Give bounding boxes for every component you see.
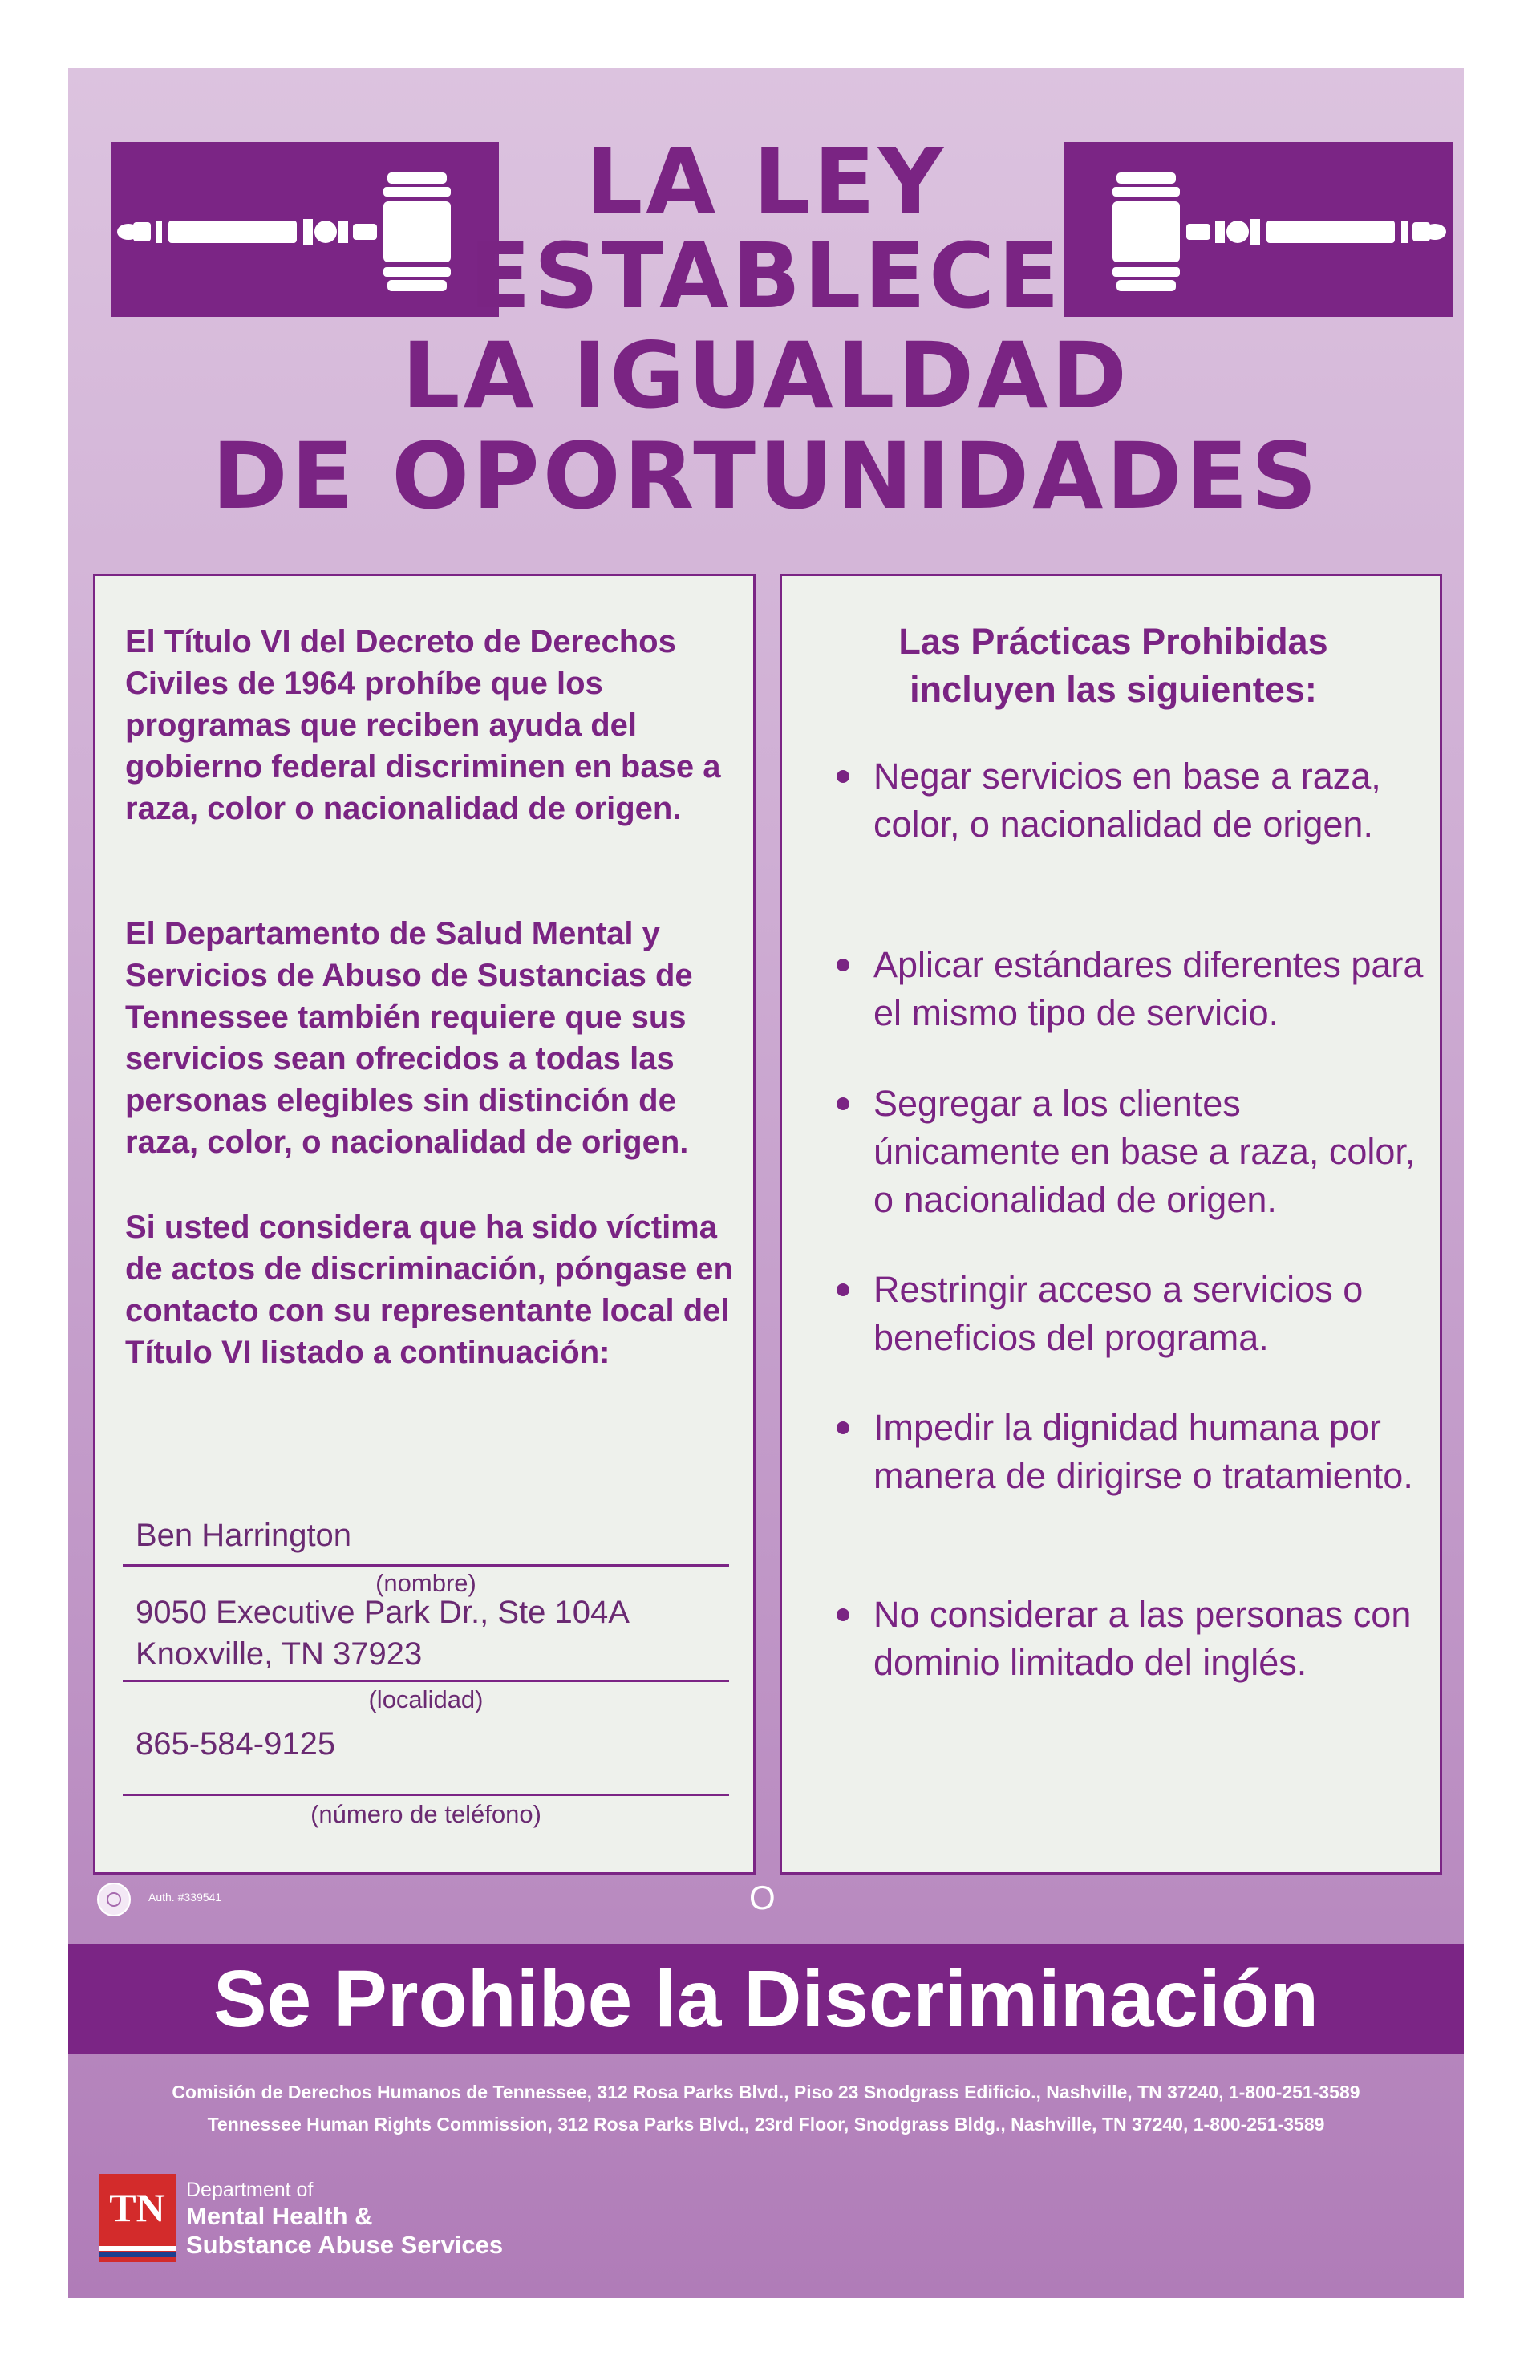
address-rule <box>123 1680 729 1682</box>
poster <box>68 68 1464 2298</box>
practices-heading <box>782 618 1445 714</box>
practices-heading-line-2: incluyen las siguientes: <box>910 669 1317 710</box>
state-seal-icon <box>97 1883 131 1916</box>
contact-instructions-paragraph: Si usted considera que ha sido víctima de actos de discriminación, póngase en contacto con su representante local del Título VI listado a continuación: <box>125 1210 733 1370</box>
contact-address-line-1: 9050 Executive Park Dr., Ste 104A <box>136 1595 630 1630</box>
banner-text: Se Prohibe la Discriminación <box>213 1954 1319 2044</box>
name-rule <box>123 1564 729 1567</box>
practice-item: Aplicar estándares diferentes para el mismo tipo de servicio. <box>822 941 1432 1037</box>
department-name-line-3: Substance Abuse Services <box>186 2231 504 2259</box>
tn-logo-mark: TN <box>109 2185 165 2230</box>
contact-address-line-2: Knoxville, TN 37923 <box>136 1636 423 1672</box>
practice-item: Impedir la dignidad humana por manera de dirigirse o tratamiento. <box>822 1404 1432 1500</box>
prohibited-practices-panel <box>780 574 1442 1875</box>
bullet-icon <box>837 1608 849 1621</box>
title-line-3: LA IGUALDAD <box>402 322 1130 429</box>
footer-english: Tennessee Human Rights Commission, 312 Rosa Parks Blvd., 23rd Floor, Snodgrass Bldg., Nashville, TN 37240, 1-800-251-3589 <box>207 2114 1325 2135</box>
department-name <box>186 2178 503 2260</box>
department-name-line-2: Mental Health & <box>186 2202 373 2230</box>
footer-spanish: Comisión de Derechos Humanos de Tennessee, 312 Rosa Parks Blvd., Piso 23 Snodgrass Edificio., Nashville, TN 37240, 1-800-251-3589 <box>172 2082 1360 2102</box>
title-vi-paragraph: El Título VI del Decreto de Derechos Civiles de 1964 prohíbe que los programas que reciben ayuda del gobierno federal discriminen en base a raza, color o nacionalidad de origen. <box>125 624 721 826</box>
small-mark: O <box>749 1879 776 1916</box>
bullet-icon <box>837 1421 849 1434</box>
contact-phone: 865-584-9125 <box>136 1726 336 1762</box>
practice-item: Segregar a los clientes únicamente en base a raza, color, o nacionalidad de origen. <box>822 1080 1432 1224</box>
tn-logo <box>99 2174 176 2262</box>
auth-number: Auth. #339541 <box>148 1891 222 1904</box>
title-line-2: ESTABLECE <box>469 225 1063 329</box>
address-caption: (localidad) <box>368 1685 484 1713</box>
bullet-icon <box>837 1283 849 1296</box>
department-paragraph: El Departamento de Salud Mental y Servicios de Abuso de Sustancias de Tennessee también requiere que sus servicios sean ofrecidos a todas las personas elegibles sin distinción de raza, color, o nacionalidad de origen. <box>125 916 693 1160</box>
contact-name: Ben Harrington <box>136 1518 352 1553</box>
title-vi-info-panel <box>93 574 756 1875</box>
phone-rule <box>123 1794 729 1796</box>
title-block <box>68 68 1464 549</box>
logo-stripe <box>99 2246 176 2251</box>
practice-item: No considerar a las personas con dominio limitado del inglés. <box>822 1591 1432 1687</box>
practices-heading-line-1: Las Prácticas Prohibidas <box>898 621 1328 662</box>
title-line-4: DE OPORTUNIDADES <box>212 423 1320 529</box>
bullet-icon <box>837 959 849 971</box>
phone-caption: (número de teléfono) <box>310 1800 541 1828</box>
discrimination-banner <box>68 1944 1464 2054</box>
department-name-line-1: Department of <box>186 2179 314 2201</box>
practice-item: Negar servicios en base a raza, color, o nacionalidad de origen. <box>822 752 1432 849</box>
bullet-icon <box>837 770 849 783</box>
practice-item: Restringir acceso a servicios o beneficios del programa. <box>822 1266 1432 1362</box>
name-caption: (nombre) <box>375 1569 476 1597</box>
logo-stripe <box>99 2252 176 2257</box>
bullet-icon <box>837 1097 849 1110</box>
title-line-1: LA LEY <box>585 130 946 234</box>
